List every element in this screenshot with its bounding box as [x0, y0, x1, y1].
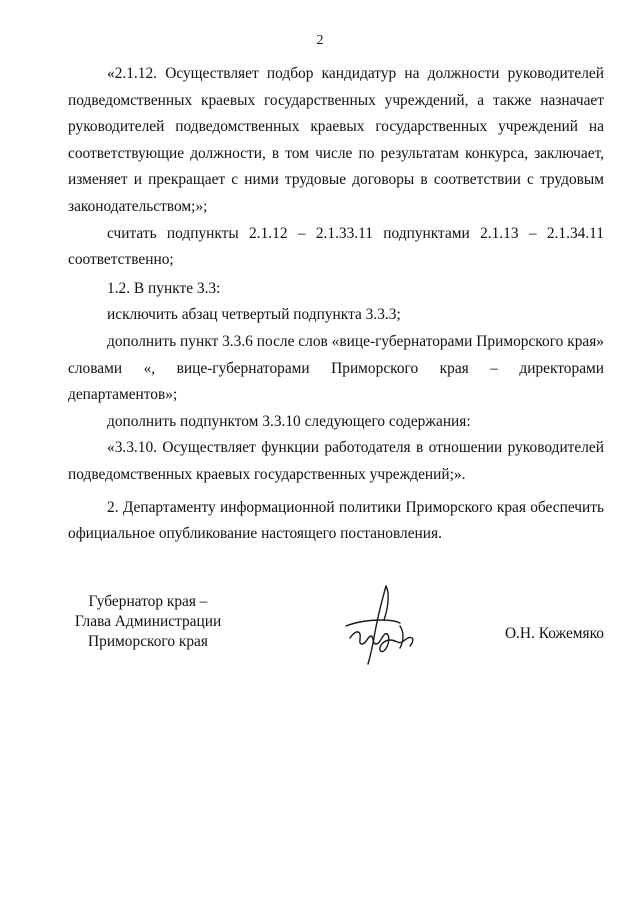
paragraph-item-1-2: 1.2. В пункте 3.3: [107, 279, 221, 297]
paragraph-item-2: 2. Департаменту информационной политики Приморского края обеспечить официальное опубликование настоящего постановления. [68, 498, 604, 543]
handwritten-signature [338, 582, 428, 672]
signature-block [68, 592, 604, 682]
signer-title-line: Приморского края [88, 633, 208, 650]
page-number: 2 [316, 33, 324, 48]
paragraph-renumbering: считать подпункты 2.1.12 – 2.1.33.11 подпунктами 2.1.13 – 2.1.34.11 соответственно; [68, 224, 604, 269]
signer-title-line: Глава Администрации [74, 613, 222, 630]
signer-title [68, 592, 228, 652]
paragraph-exclude-3-3-3: исключить абзац четвертый подпункта 3.3.3; [107, 306, 401, 324]
document-body [68, 61, 604, 548]
signer-name: О.Н. Кожемяко [504, 625, 604, 642]
paragraph-add-3-3-10: дополнить подпунктом 3.3.10 следующего содержания: [107, 412, 471, 430]
paragraph-subitem-2-1-12: «2.1.12. Осуществляет подбор кандидатур на должности руководителей подведомственных краевых государственных учреждений, а также назначает руководителей подведомственных краевых государственных учреждений на соответствующие должности, в том числе по результатам конкурса, заключает, изменяет и прекращает с ними трудовые договоры в соответствии с трудовым законодательством;»; [68, 65, 604, 215]
paragraph-amend-3-3-6: дополнить пункт 3.3.6 после слов «вице-губернаторами Приморского края» словами «, вице-губернаторами Приморского края – директорами департаментов»; [68, 332, 604, 404]
signer-title-line: Губернатор края – [88, 593, 208, 610]
paragraph-subitem-3-3-10: «3.3.10. Осуществляет функции работодателя в отношении руководителей подведомственных краевых государственных учреждений;». [68, 439, 604, 483]
